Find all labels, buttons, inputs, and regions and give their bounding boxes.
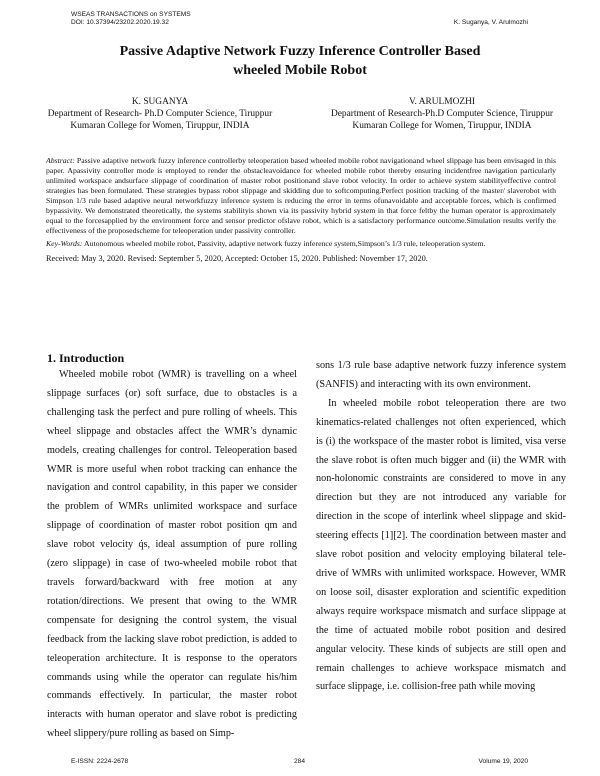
doi: DOI: 10.37394/23202.2020.19.32 (71, 19, 169, 27)
intro-paragraph-continued: sons 1/3 rule base adaptive network fuzzy inference system (SANFIS) and interacting with its own environment. (316, 360, 566, 390)
right-column (316, 357, 566, 697)
author-block-1 (28, 96, 292, 133)
section-heading: 1. Introduction (47, 351, 125, 365)
author-name: V. ARULMOZHI (409, 97, 475, 107)
abstract-section (46, 156, 556, 264)
journal-name: WSEAS TRANSACTIONS on SYSTEMS (71, 11, 191, 18)
paper-title (40, 42, 560, 80)
abstract-text: Passive adaptive network fuzzy inference controllerby teleoperation based wheeled mobile robot navigationand wheel slippage has been envisaged in this paper. Apassivity controller mode is employed to render the obstacleavoidance for wheeled mobile robot thereby ensuring incidentfree navigation particularly unlimited workspace andsurface slippage of coordination of master robot positionand slave robot velocity. In order to achieve system stabilityeffective control strategies has been formulated. These strategies bypass robot slippage and skidding due to softcomputing.Perfect position tracking of the master/ slaverobot with Simpson 1/3 rule based adaptive neural networkfuzzy inference system is reducing the error in terms ofunavoidable and acceptable forces, which is confirmed bypassivity. We demonstrated theoretically, the systems stabilityis shown via its passivity hybrid system in that force feltby the human operator is approximately equal to the forcesapplied by the environment force and sensor predictor ofslave robot, which is a satisfactory performance outcome.Simulation results verify the effectiveness of the proposedscheme for teleoperation under passivity controller. (46, 156, 556, 236)
left-column (47, 350, 297, 744)
received-dates: Received: May 3, 2020. Revised: September 5, 2020, Accepted: October 15, 2020. Published: November 17, 2020. (46, 254, 428, 264)
intro-paragraph: In wheeled mobile robot teleoperation there are two kinematics-related challenges not often experienced, which is (i) the workspace of the master robot is limited, visa verse the slave robot is often much bigger and (ii) the WMR with non-holonomic constraints are considered to move in any direction but they are not introduced any variable for direction in the scope of interlink wheel slippage and skid-steering effects [1][2]. The coordination between master and slave robot position and velocity employing bilateral tele-drive of WMRs with unlimited workspace. However, WMR on loose soil, disaster exploration and scientific expedition always require workspace mismatch and surface slippage at the time of actuated mobile robot position and desired angular velocity. These kinds of subjects are still open and remain challenges to achieve workspace mismatch and surface slippage, i.e. collision-free path while moving (316, 397, 566, 693)
keywords (46, 239, 556, 249)
author-name: K. SUGANYA (131, 97, 189, 107)
keywords-label: Key-Words: (46, 239, 83, 249)
intro-paragraph: Wheeled mobile robot (WMR) is travelling on a wheel slippage surfaces (or) soft surface, due to obstacles is a challenging task the perfect and pure rolling of wheels. This wheel slippage and obstacles affect the WMR’s dynamic models, creating challenges for control. Teleoperation based WMR is more useful when robot tracking can enhance the navigation and control capability, in this paper we consider the problem of WMRs unlimited workspace and surface slippage of coordination of master robot position qm and slave robot velocity q̇s, ideal assumption of pure rolling (zero slippage) in case of two-wheeled mobile robot that travels forward/backward with free motion at any rotation/directions. We present that owing to the WMR compensate for designing the control system, the visual feedback from the lacking slave robot prediction, is added to teleoperation architecture. It is response to the operators commands using while the operator can regulate his/him commands effectively. In particular, the master robot interacts with human operator and slave robot is predicting wheel slippery/pure rolling as based on Simp- (47, 369, 297, 740)
header-authors: K. Suganya, V. Arulmozhi (453, 19, 528, 26)
abstract (46, 156, 556, 236)
abstract-label: Abstract: (46, 156, 75, 165)
author-college: Kumaran College for Women, Tiruppur, INDIA (70, 121, 250, 132)
author-block-2 (300, 96, 584, 133)
author-college: Kumaran College for Women, Tiruppur, INDIA (352, 121, 532, 132)
author-department: Department of Research- Ph.D Computer Science, Tiruppur (47, 109, 273, 120)
footer-issn: E-ISSN: 2224-2678 (71, 758, 129, 765)
footer-volume: Volume 19, 2020 (478, 758, 528, 765)
author-department: Department of Research-Ph.D Computer Science, Tiruppur (330, 109, 554, 120)
title-line-1: Passive Adaptive Network Fuzzy Inference Controller Based (119, 44, 481, 59)
keywords-text: Autonomous wheeled mobile robot, Passivity, adaptive network fuzzy inference system,Simpson’s 1/3 rule, teleoperation system. (83, 239, 486, 249)
running-header (71, 11, 191, 28)
title-line-2: wheeled Mobile Robot (233, 63, 367, 78)
footer-page-number: 284 (294, 758, 306, 765)
